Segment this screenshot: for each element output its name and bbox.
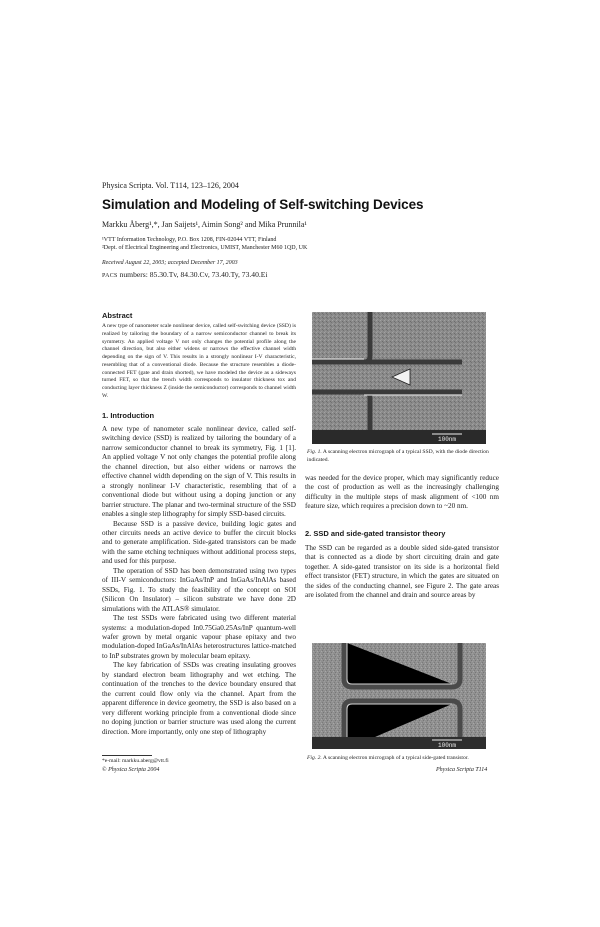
figure-2-caption bbox=[307, 755, 497, 763]
section-2-heading: 2. SSD and side-gated transistor theory bbox=[305, 529, 446, 538]
footnote-rule bbox=[102, 755, 152, 756]
copyright-text: Physica Scripta 2004 bbox=[108, 767, 160, 773]
pacs-values: numbers: 85.30.Tv, 84.30.Cv, 73.40.Ty, 73.40.Ei bbox=[119, 270, 268, 279]
figure-2-scale-label: 100nm bbox=[438, 742, 457, 749]
copyright-symbol: © bbox=[102, 767, 107, 773]
copyright-notice bbox=[102, 767, 159, 773]
received-dates: Received August 22, 2003; accepted December 17, 2003 bbox=[102, 260, 238, 266]
figure-1-sem-micrograph bbox=[312, 312, 486, 444]
continuation-paragraph: was needed for the device proper, which may significantly reduce the cost of production as well as the increasingly challenging difficulty in the multiple steps of mask alignment of <100 nm feature size, which requires a precision down to ~20 nm. bbox=[305, 474, 499, 511]
intro-paragraph-5: The key fabrication of SSDs was creating insulating grooves by standard electron beam lithography and wet etching. The continuation of the trenches to the device boundary ensured that the current could flow only via the channel. Apart from the apparent difference in device geometry, the SSD is also based on a very different working principle from a conventional diode since no doping junction or barrier structure was used along the current direction. More importantly, only one step of lithography bbox=[102, 661, 296, 736]
footnote-email: *e-mail: markku.aberg@vtt.fi bbox=[102, 758, 169, 764]
figure-1-image bbox=[312, 312, 486, 444]
introduction-body bbox=[102, 425, 296, 737]
abstract-text: A new type of nanometer scale nonlinear device, called self-switching device (SSD) is realized by tailoring the boundary of a narrow semiconductor channel to break its symmetry. An applied voltage V not only changes the potential profile along the channel direction, but also either widens or narrows the effective channel width depending on the sign of V. This results in a strongly nonlinear I-V characteristic, resembling that of a conventional diode. Because the structure resembles a diode-connected FET (gate and drain shorted), we have modeled the device as a sideways turned FET, so that the trench width corresponds to insulator thickness tox and conducting layer thickness Z (inside the semiconductor) corresponds to channel width W. bbox=[102, 323, 296, 399]
section-2-body bbox=[305, 544, 499, 601]
figure-1-caption bbox=[307, 449, 497, 464]
right-column-continuation bbox=[305, 474, 499, 512]
intro-paragraph-3: The operation of SSD has been demonstrated using two types of III-V semiconductors: InGaAs/InP and InGaAs/InAlAs based SSDs, Fig. 1. To study the feasibility of the concept on SOI (Silicon On Insulator) – silicon substrate we have done 2D simulations with the ATLAS® simulator. bbox=[102, 566, 296, 613]
figure-2-caption-label: Fig. 2. bbox=[307, 755, 322, 761]
paper-title: Simulation and Modeling of Self-switching Devices bbox=[102, 197, 424, 212]
pacs-numbers bbox=[102, 270, 268, 279]
figure-2-sem-micrograph bbox=[312, 643, 486, 749]
figure-1-caption-text: A scanning electron micrograph of a typical SSD, with the diode direction indicated. bbox=[307, 449, 489, 463]
figure-2-image bbox=[312, 643, 486, 749]
affiliation-2: ²Dept. of Electrical Engineering and Electronics, UMIST, Manchester M60 1QD, UK bbox=[102, 245, 308, 251]
intro-paragraph-4: The test SSDs were fabricated using two different material systems: a modulation-doped In0.75Ga0.25As/InP quantum-well wafer grown by metal organic vapour phase epitaxy and two modulation-doped InGaAs/InAlAs heterostructures lattice-matched to InP substrates grown by molecular beam epitaxy. bbox=[102, 614, 296, 660]
pacs-label: PACS bbox=[102, 273, 118, 279]
intro-paragraph-2: Because SSD is a passive device, building logic gates and other circuits needs an active device to buffer the circuit blocks and to generate amplification. Side-gated transistors can be made with the same etching techniques without additional process steps, and used for this purpose. bbox=[102, 519, 296, 566]
author-list: Markku Åberg¹,*, Jan Saijets¹, Aimin Song² and Mika Prunnila¹ bbox=[102, 220, 307, 229]
abstract-heading: Abstract bbox=[102, 311, 133, 320]
journal-reference: Physica Scripta. Vol. T114, 123–126, 2004 bbox=[102, 181, 239, 190]
intro-paragraph-1: A new type of nanometer scale nonlinear device, called self-switching device (SSD) is realized by tailoring the boundary of a narrow semiconductor channel to break its symmetry, Fig. 1 [1]. An applied voltage V not only changes the potential profile along the channel direction, but also either widens or narrows the effective channel width depending on the sign of V. This results in a strongly nonlinear I-V characteristic, resembling that of a conventional diode but without using a doping junction or any barrier structure. The planar and two-terminal structure of the SSD enables a single step lithography for simply SSD-based circuits. bbox=[102, 425, 296, 519]
figure-2-caption-text: A scanning electron micrograph of a typical side-gated transistor. bbox=[322, 755, 469, 761]
affiliation-1: ¹VTT Information Technology, P.O. Box 1208, FIN-02044 VTT, Finland bbox=[102, 237, 277, 243]
journal-volume-footer: Physica Scripta T114 bbox=[436, 767, 488, 773]
introduction-heading: 1. Introduction bbox=[102, 411, 155, 420]
section-2-paragraph: The SSD can be regarded as a double sided side-gated transistor that is connected as a diode by short circuiting drain and gate together. A side-gated transistor on its side is a horizontal field effect transistor (FET) structure, in which the gates are situated on the sides of the conducting channel, see Figure 2. The gate areas are isolated from the channel and drain and source areas by bbox=[305, 544, 499, 600]
figure-1-caption-label: Fig. 1. bbox=[307, 449, 322, 455]
figure-1-scale-label: 100nm bbox=[438, 436, 457, 443]
